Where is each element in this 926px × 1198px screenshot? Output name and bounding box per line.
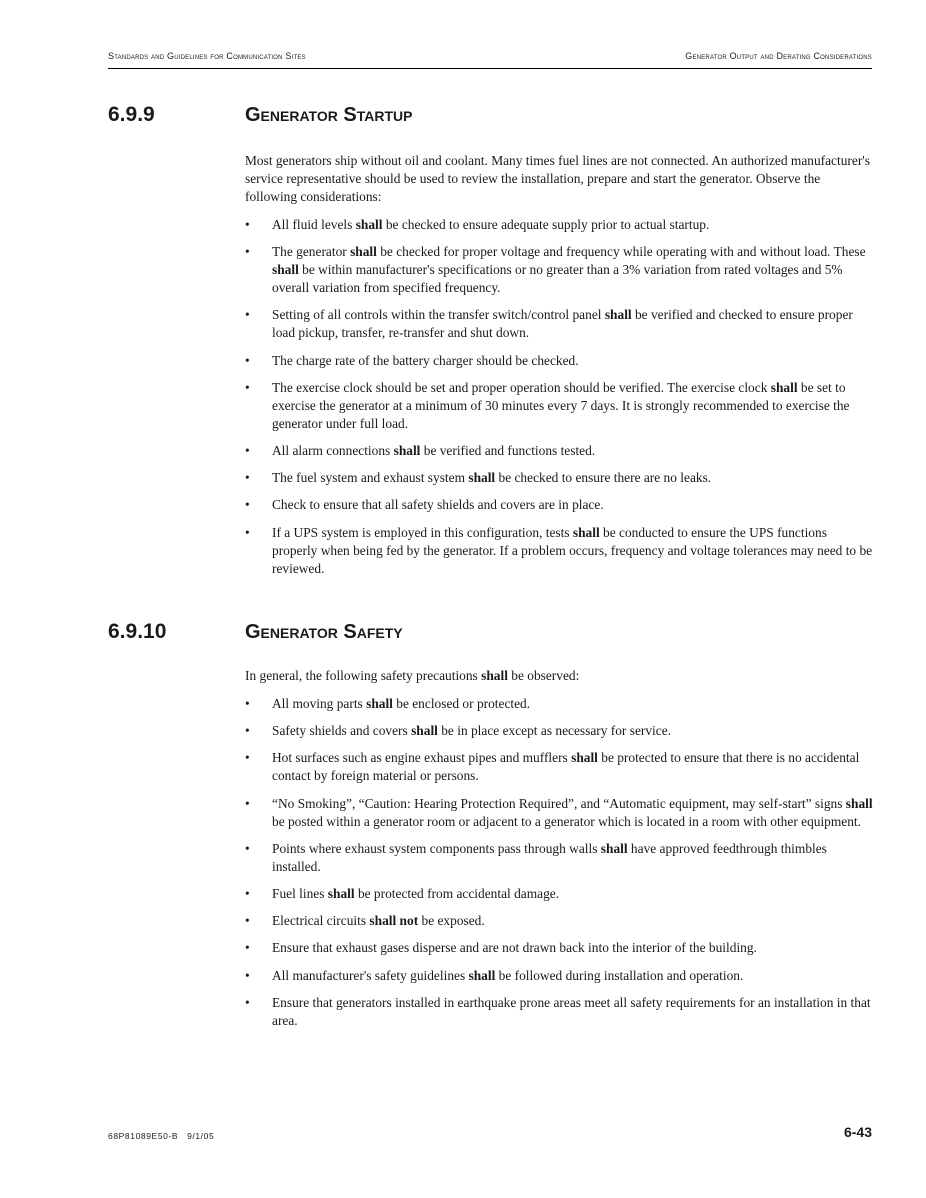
bullet-item bbox=[245, 469, 875, 487]
text-run: be observed: bbox=[507, 668, 580, 683]
bullet-item bbox=[245, 379, 875, 433]
text-run: The exercise clock should be set and proper operation should be verified. The exercise clock bbox=[272, 379, 771, 395]
text-run: be protected to ensure that there is no accidental contact by foreign material or persons. bbox=[272, 750, 860, 784]
bullet-item bbox=[245, 912, 875, 930]
bullet-item bbox=[245, 722, 875, 740]
emphasis-term: shall bbox=[468, 967, 496, 983]
emphasis-term: shall bbox=[572, 524, 600, 540]
emphasis-term: shall bbox=[272, 262, 299, 278]
text-run: be within manufacturer's specifications or no greater than a 3% variation from rated voltages and 5% overall variation from specified frequency. bbox=[272, 262, 843, 296]
text-run: The generator bbox=[272, 244, 351, 260]
bullet-item bbox=[245, 216, 875, 234]
text-run: be in place except as necessary for service. bbox=[437, 723, 671, 739]
running-header bbox=[108, 48, 872, 69]
bullet-item bbox=[245, 496, 875, 514]
bullet-item bbox=[245, 749, 875, 785]
text-run: be checked to ensure there are no leaks. bbox=[495, 470, 712, 486]
text-run: In general, the following safety precautions bbox=[245, 668, 482, 683]
bullet-list bbox=[245, 695, 875, 1030]
bullet-item bbox=[245, 994, 875, 1030]
text-run: Points where exhaust system components pass through walls bbox=[272, 840, 601, 856]
text-run: Fuel lines bbox=[272, 885, 328, 901]
section-body bbox=[245, 667, 875, 1039]
bullet-item bbox=[245, 939, 875, 957]
text-run: be followed during installation and operation. bbox=[495, 967, 744, 983]
text-run: All alarm connections bbox=[272, 442, 394, 458]
bullet-list bbox=[245, 216, 875, 578]
bullet-item bbox=[245, 442, 875, 460]
section-title: Generator Safety bbox=[245, 621, 403, 643]
bullet-item bbox=[245, 306, 875, 342]
section-title: Generator Startup bbox=[245, 104, 413, 126]
text-run: All manufacturer's safety guidelines bbox=[272, 967, 469, 983]
text-run: have approved feedthrough thimbles installed. bbox=[272, 840, 827, 874]
text-run: The fuel system and exhaust system bbox=[272, 470, 469, 486]
text-run: be posted within a generator room or adjacent to a generator which is located in a room with other equipment. bbox=[272, 813, 861, 829]
bullet-item bbox=[245, 695, 875, 713]
document-id: 68P81089E50-B 9/1/05 bbox=[108, 1131, 215, 1141]
bullet-item bbox=[245, 885, 875, 903]
text-run: Hot surfaces such as engine exhaust pipes and mufflers bbox=[272, 750, 572, 766]
text-run: All fluid levels bbox=[272, 217, 356, 232]
text-run: be checked to ensure adequate supply prior to actual startup. bbox=[382, 217, 710, 232]
emphasis-term: shall bbox=[770, 379, 798, 395]
text-run: be checked for proper voltage and frequency while operating with and without load. These bbox=[376, 244, 866, 260]
emphasis-term: shall bbox=[327, 885, 355, 901]
bullet-item bbox=[245, 840, 875, 876]
emphasis-term: shall bbox=[355, 217, 383, 232]
text-run: Ensure that generators installed in earthquake prone areas meet all safety requirements for an installation in that area. bbox=[272, 994, 871, 1028]
text-run: be verified and functions tested. bbox=[420, 442, 596, 458]
bullet-item bbox=[245, 967, 875, 985]
text-run: be protected from accidental damage. bbox=[354, 885, 560, 901]
text-run: “No Smoking”, “Caution: Hearing Protection Required”, and “Automatic equipment, may self-start” signs bbox=[272, 795, 846, 811]
bullet-item bbox=[245, 243, 875, 297]
text-run: be enclosed or protected. bbox=[392, 696, 531, 711]
text-run: Electrical circuits bbox=[272, 913, 370, 929]
bullet-item bbox=[245, 795, 875, 831]
header-right-title: Generator Output and Derating Considerations bbox=[685, 51, 872, 61]
bullet-item bbox=[245, 352, 875, 370]
bullet-item bbox=[245, 524, 875, 578]
header-left-title: Standards and Guidelines for Communication Sites bbox=[108, 51, 306, 61]
emphasis-term: shall bbox=[366, 696, 393, 711]
section-body bbox=[245, 152, 875, 587]
page-number: 6-43 bbox=[843, 1124, 872, 1140]
section-number: 6.9.9 bbox=[108, 103, 155, 126]
text-run: The charge rate of the battery charger should be checked. bbox=[272, 352, 579, 368]
section-intro: Most generators ship without oil and coolant. Many times fuel lines are not connected. An authorized manufacturer's service representative should be used to review the installation, prepare and start the generator. Observe the following considerations: bbox=[245, 153, 870, 204]
text-run: be conducted to ensure the UPS functions properly when being fed by the generator. If a problem occurs, frequency and voltage tolerances may need to be reviewed. bbox=[272, 524, 873, 576]
section-number: 6.9.10 bbox=[108, 620, 167, 643]
text-run: Ensure that exhaust gases disperse and are not drawn back into the interior of the building. bbox=[272, 940, 757, 956]
text-run: Setting of all controls within the transfer switch/control panel bbox=[272, 307, 605, 323]
emphasis-term: shall bbox=[571, 750, 598, 766]
emphasis-term: shall bbox=[604, 307, 632, 323]
text-run: be verified and checked to ensure proper load pickup, transfer, re-transfer and shut down. bbox=[272, 307, 853, 341]
emphasis-term: shall bbox=[600, 840, 628, 856]
text-run: All moving parts bbox=[272, 696, 367, 711]
emphasis-term: shall bbox=[845, 795, 873, 811]
text-run: If a UPS system is employed in this configuration, tests bbox=[272, 524, 573, 540]
section-intro bbox=[245, 667, 875, 685]
emphasis-term: shall bbox=[411, 723, 438, 739]
text-run: be exposed. bbox=[418, 913, 485, 929]
text-run: Safety shields and covers bbox=[272, 723, 412, 739]
emphasis-term: shall bbox=[481, 668, 508, 683]
emphasis-term: shall not bbox=[369, 913, 419, 929]
emphasis-term: shall bbox=[393, 442, 421, 458]
text-run: Check to ensure that all safety shields and covers are in place. bbox=[272, 497, 604, 513]
emphasis-term: shall bbox=[468, 470, 496, 486]
text-run: be set to exercise the generator at a minimum of 30 minutes every 7 days. It is strongly recommended to exercise the generator under full load. bbox=[272, 379, 850, 431]
emphasis-term: shall bbox=[350, 244, 377, 260]
